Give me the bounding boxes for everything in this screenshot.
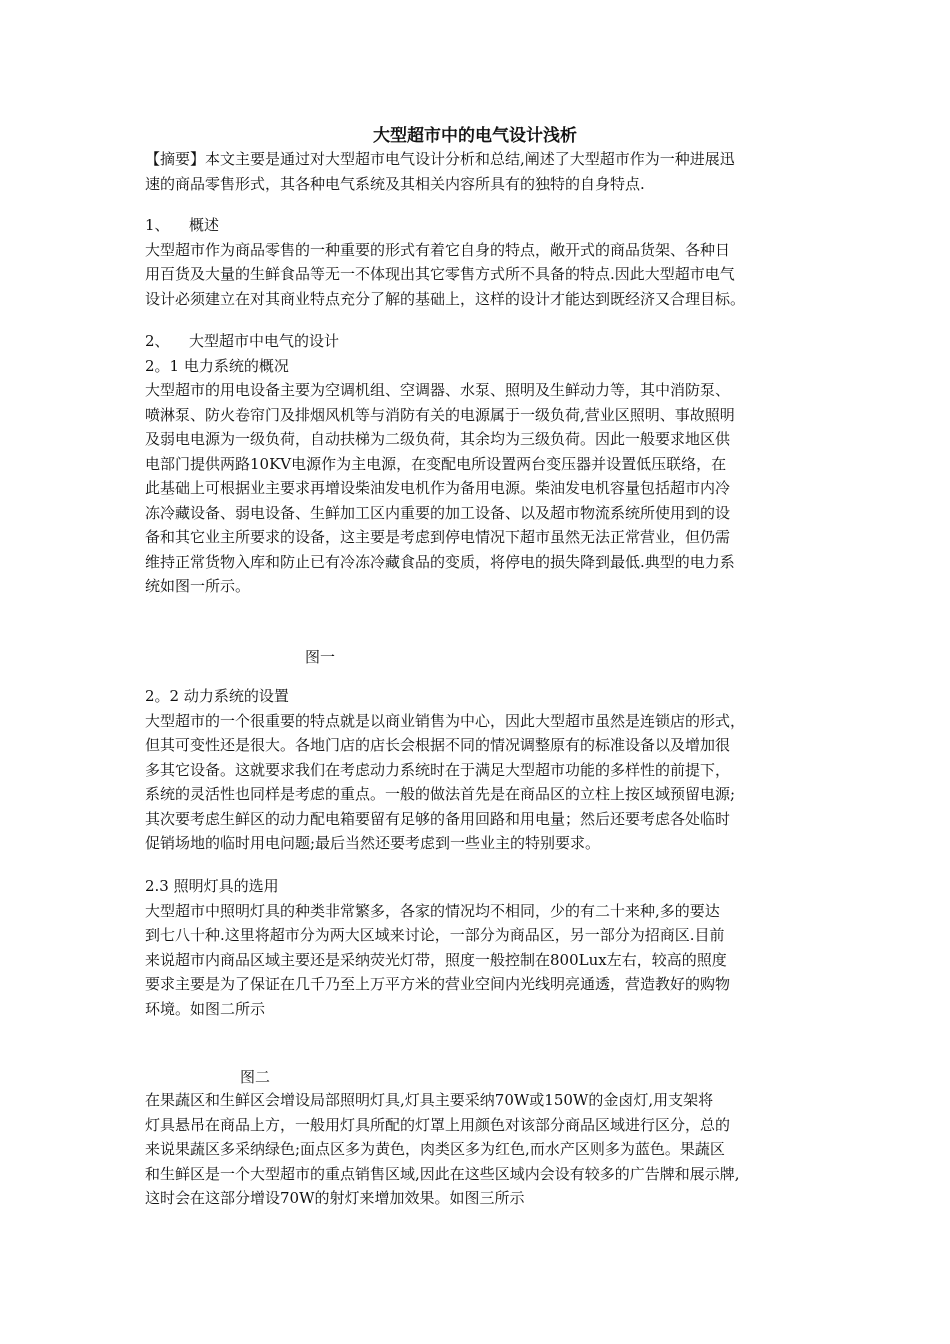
paragraph-line: 环境。如图二所示 [145,999,266,1018]
paragraph-line: 但其可变性还是很大。各地门店的店长会根据不同的情况调整原有的标准设备以及增加很 [145,736,731,754]
paragraph-line: 备和其它业主所要求的设备，这主要是考虑到停电情况下超市虽然无法正常营业，但仍需 [145,528,731,546]
section-2-2 [145,684,810,856]
figure-1-caption: 图一 [305,648,336,666]
paragraph-line: 冻冷藏设备、弱电设备、生鲜加工区内重要的加工设备、以及超市物流系统所使用到的设 [145,503,731,522]
abstract [145,147,810,196]
section-number: 1、 [145,216,170,234]
section-title: 概述 [189,216,220,234]
section-number: 2、 [145,332,170,350]
subsection-2-3-heading: 2.3 照明灯具的选用 [145,877,279,895]
paragraph-line: 系统的灵活性也同样是考虑的重点。一般的做法首先是在商品区的立柱上按区域预留电源; [145,785,736,803]
paragraph-line: 大型超市的用电设备主要为空调机组、空调器、水泵、照明及生鲜动力等，其中消防泵、 [145,381,731,399]
paragraph-line: 维持正常货物入库和防止已有冷冻冷藏食品的变质，将停电的损失降到最低.典型的电力系 [145,552,735,571]
paragraph-line: 此基础上可根据业主要求再增设柴油发电机作为备用电源。柴油发电机容量包括超市内冷 [145,479,731,497]
paragraph-line: 灯具悬吊在商品上方，一般用灯具所配的灯罩上用颜色对该部分商品区域进行区分，总的 [145,1115,731,1134]
paragraph-line: 用百货及大量的生鲜食品等无一不体现出其它零售方式所不具备的特点.因此大型超市电气 [145,265,735,283]
paragraph-line: 大型超市作为商品零售的一种重要的形式有着它自身的特点，敞开式的商品货架、各种日 [145,240,731,259]
paragraph-line: 促销场地的临时用电问题;最后当然还要考虑到一些业主的特别要求。 [145,834,601,852]
paragraph-line: 多其它设备。这就要求我们在考虑动力系统时在于满足大型超市功能的多样性的前提下， [145,760,731,779]
paragraph-line: 及弱电电源为一级负荷，自动扶梯为二级负荷，其余均为三级负荷。因此一般要求地区供 [145,430,731,448]
section-2-3-continued [145,1088,810,1211]
document-title: 大型超市中的电气设计浅析 [373,126,577,146]
paragraph-line: 电部门提供两路10KV电源作为主电源，在变配电所设置两台变压器并设置低压联络，在 [145,454,727,473]
abstract-line: 速的商品零售形式，其各种电气系统及其相关内容所具有的独特的自身特点. [145,174,645,193]
paragraph-line: 其次要考虑生鲜区的动力配电箱要留有足够的备用回路和用电量；然后还要考虑各处临时 [145,809,731,828]
paragraph-line: 要求主要是为了保证在几千乃至上万平方米的营业空间内光线明亮通透，营造教好的购物 [145,975,731,993]
section-2-heading [145,329,810,354]
subsection-2-2-heading: 2。2 动力系统的设置 [145,687,289,705]
paragraph-line: 到七八十种.这里将超市分为两大区域来讨论，一部分为商品区，另一部分为招商区.目前 [145,926,725,944]
paragraph-line: 大型超市中照明灯具的种类非常繁多，各家的情况均不相同，少的有二十来种,多的要达 [145,901,720,920]
section-2 [145,329,810,599]
paragraph-line: 设计必须建立在对其商业特点充分了解的基础上，这样的设计才能达到既经济又合理目标。 [145,289,746,308]
paragraph-line: 统如图一所示。 [145,577,251,595]
subsection-2-1-heading: 2。1 电力系统的概况 [145,356,289,375]
abstract-line: 【摘要】本文主要是通过对大型超市电气设计分析和总结,阐述了大型超市作为一种进展迅 [145,150,735,168]
paragraph-line: 在果蔬区和生鲜区会增设局部照明灯具,灯具主要采纳70W或150W的金卤灯,用支架将 [145,1091,714,1109]
paragraph-line: 来说超市内商品区域主要还是采纳荧光灯带，照度一般控制在800Lux左右，较高的照度 [145,950,727,969]
figure-2-caption: 图二 [240,1068,271,1086]
paragraph-line: 这时会在这部分增设70W的射灯来增加效果。如图三所示 [145,1189,525,1207]
section-title: 大型超市中电气的设计 [189,332,340,350]
paragraph-line: 大型超市的一个很重要的特点就是以商业销售为中心，因此大型超市虽然是连锁店的形式， [145,711,746,730]
paragraph-line: 和生鲜区是一个大型超市的重点销售区域,因此在这些区域内会设有较多的广告牌和展示牌, [145,1164,740,1183]
paragraph-line: 来说果蔬区多采纳绿色;面点区多为黄色，肉类区多为红色,而水产区则多为蓝色。果蔬区 [145,1140,725,1158]
section-1-heading [145,213,810,238]
section-1 [145,213,810,311]
paragraph-line: 喷淋泵、防火卷帘门及排烟风机等与消防有关的电源属于一级负荷,营业区照明、事故照明 [145,405,735,424]
section-2-3 [145,874,810,1021]
